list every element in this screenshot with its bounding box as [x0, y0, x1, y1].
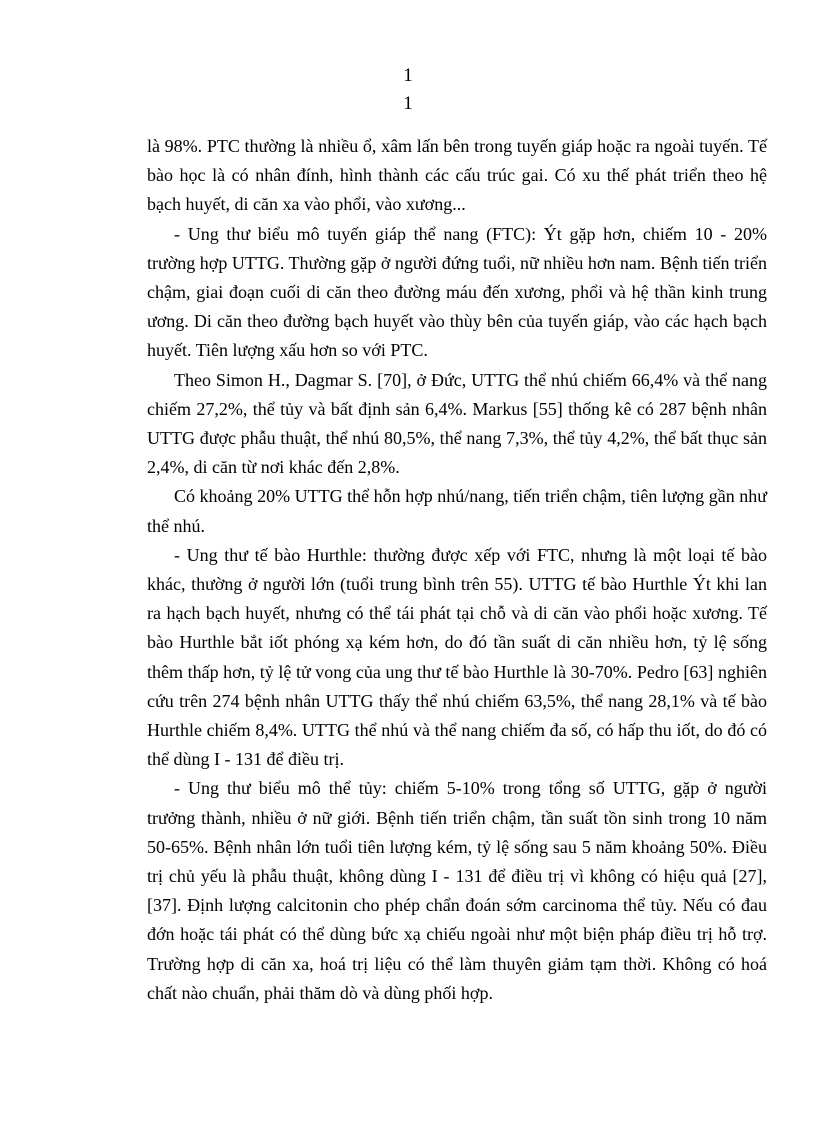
page-number-top: 1 [403, 65, 413, 86]
paragraph-hurthle: - Ung thư tế bào Hurthle: thường được xếp với FTC, nhưng là một loại tế bào khác, thường ở người lớn (tuổi trung bình trên 55). UTTG tế bào Hurthle Ýt khi lan ra hạch bạch huyết, nhưng có thể tái phát tại chỗ và di căn vào phổi hoặc xương. Tế bào Hurthle bắt iốt phóng xạ kém hơn, do đó tần suất di căn nhiều hơn, tỷ lệ sống thêm thấp hơn, tỷ lệ tử vong của ung thư tế bào Hurthle là 30-70%. Pedro [63] nghiên cứu trên 274 bệnh nhân UTTG thấy thể nhú chiếm 63,5%, thể nang 28,1% và tế bào Hurthle chiếm 8,4%. UTTG thể nhú và thể nang chiếm đa số, có hấp thu iốt, do đó có thể dùng I - 131 để điều trị. [147, 544, 767, 770]
paragraph-statistics: Theo Simon H., Dagmar S. [70], ở Đức, UTTG thể nhú chiếm 66,4% và thể nang chiếm 27,2%, thể tủy và bất định sản 6,4%. Markus [55] thống kê có 287 bệnh nhân UTTG được phẫu thuật, thể nhú 80,5%, thể nang 7,3%, thể tủy 4,2%, thể bất thục sản 2,4%, di căn từ nơi khác đến 2,8%. [147, 369, 767, 478]
document-body [147, 132, 767, 1008]
paragraph-medullary: - Ung thư biểu mô thể tủy: chiếm 5-10% trong tổng số UTTG, gặp ở người trưởng thành, nhiều ở nữ giới. Bệnh tiến triển chậm, tần suất tồn sinh trong 10 năm 50-65%. Bệnh nhân lớn tuổi tiên lượng kém, tỷ lệ sống sau 5 năm khoảng 50%. Điều trị chủ yếu là phẫu thuật, không dùng I - 131 để điều trị vì không có hiệu quả [27], [37]. Định lượng calcitonin cho phép chẩn đoán sớm carcinoma thể tủy. Nếu có đau đớn hoặc tái phát có thể dùng bức xạ chiếu ngoài như một biện pháp điều trị hỗ trợ. Trường hợp di căn xa, hoá trị liệu có thể làm thuyên giảm tạm thời. Không có hoá chất nào chuẩn, phải thăm dò và dùng phối hợp. [147, 778, 767, 1003]
paragraph-mixed-type: Có khoảng 20% UTTG thể hỗn hợp nhú/nang, tiến triển chậm, tiên lượng gần như thể nhú. [147, 486, 767, 536]
page-number-bottom: 1 [403, 93, 413, 114]
paragraph-ftc: - Ung thư biểu mô tuyến giáp thể nang (FTC): Ýt gặp hơn, chiếm 10 - 20% trường hợp UTTG. Thường gặp ở người đứng tuổi, nữ nhiều hơn nam. Bệnh tiến triển chậm, giai đoạn cuối di căn theo đường máu đến xương, phổi và hệ thần kinh trung ương. Di căn theo đường bạch huyết vào thùy bên của tuyến giáp, vào các hạch bạch huyết. Tiên lượng xấu hơn so với PTC. [147, 223, 767, 361]
paragraph-ptc-continuation: là 98%. PTC thường là nhiều ổ, xâm lấn bên trong tuyến giáp hoặc ra ngoài tuyến. Tế bào học là có nhân đính, hình thành các cấu trúc gai. Có xu thế phát triển theo hệ bạch huyết, di căn xa vào phổi, vào xương... [147, 136, 767, 215]
